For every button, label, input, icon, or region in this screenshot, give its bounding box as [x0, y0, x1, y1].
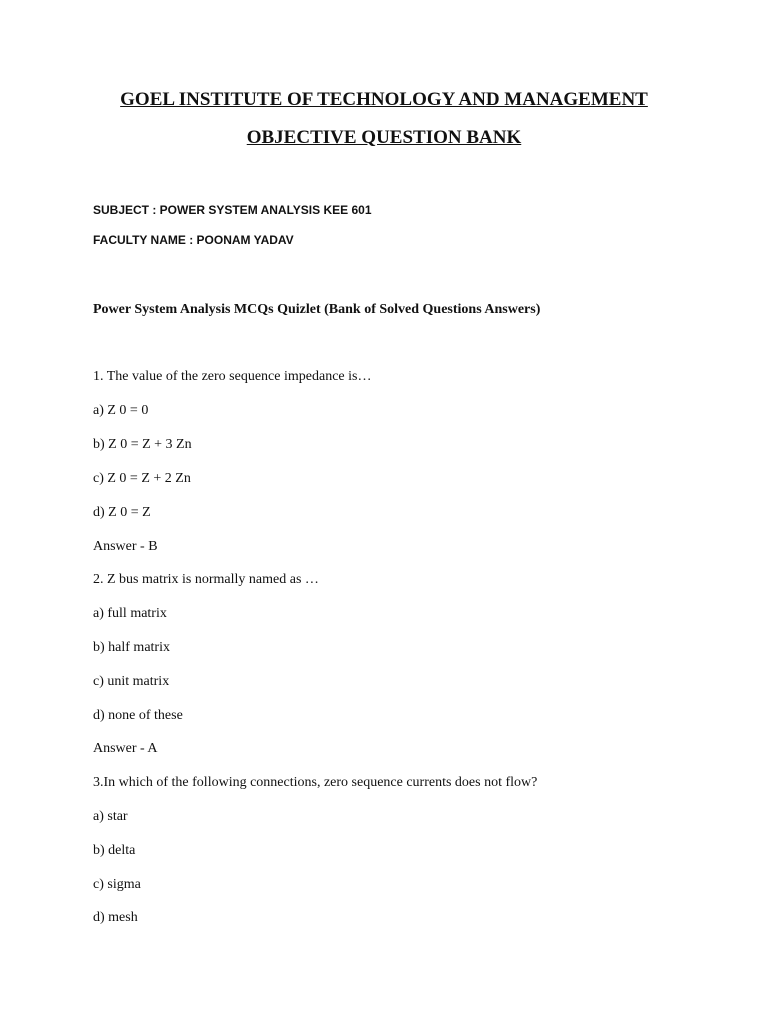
question-2-option-b: b) half matrix	[93, 640, 170, 655]
section-subtitle: Power System Analysis MCQs Quizlet (Bank of Solved Questions Answers)	[93, 302, 541, 317]
question-1-option-b: b) Z 0 = Z + 3 Zn	[93, 437, 192, 452]
question-2-text: 2. Z bus matrix is normally named as …	[93, 572, 319, 587]
question-3-option-b: b) delta	[93, 843, 136, 858]
institute-title: GOEL INSTITUTE OF TECHNOLOGY AND MANAGEMENT	[120, 89, 648, 110]
question-2-answer: Answer - A	[93, 741, 158, 756]
question-1-text: 1. The value of the zero sequence impedance is…	[93, 369, 372, 384]
question-3-text: 3.In which of the following connections, zero sequence currents does not flow?	[93, 775, 538, 790]
question-1-option-c: c) Z 0 = Z + 2 Zn	[93, 471, 191, 486]
question-2-option-c: c) unit matrix	[93, 674, 170, 689]
question-3-option-d: d) mesh	[93, 910, 138, 925]
question-2-option-d: d) none of these	[93, 708, 183, 723]
question-1-option-a: a) Z 0 = 0	[93, 403, 149, 418]
question-1-option-d: d) Z 0 = Z	[93, 505, 151, 520]
question-1-answer: Answer - B	[93, 539, 158, 554]
question-3-option-a: a) star	[93, 809, 128, 824]
question-2-option-a: a) full matrix	[93, 606, 167, 621]
question-3-option-c: c) sigma	[93, 877, 141, 892]
document-title: OBJECTIVE QUESTION BANK	[246, 127, 522, 148]
subject-line: SUBJECT : POWER SYSTEM ANALYSIS KEE 601	[93, 203, 372, 217]
faculty-line: FACULTY NAME : POONAM YADAV	[93, 233, 294, 247]
